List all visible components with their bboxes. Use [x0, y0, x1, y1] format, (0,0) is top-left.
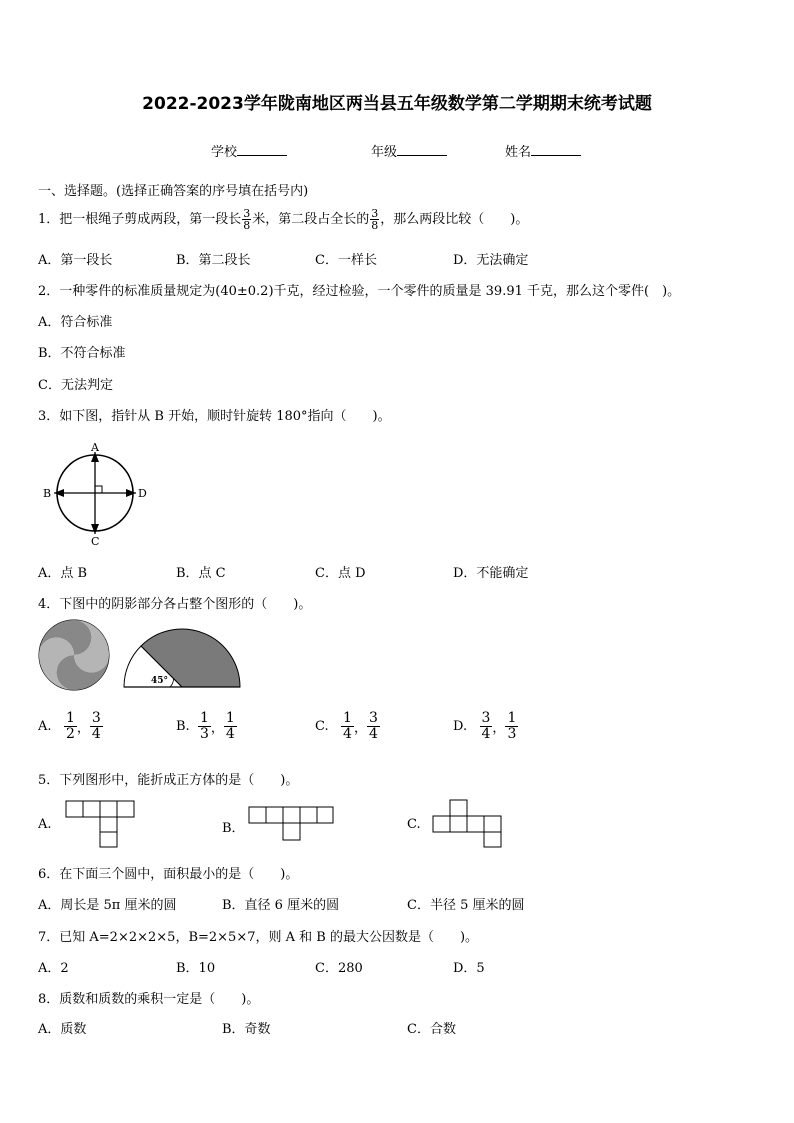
school-blank[interactable]	[237, 143, 287, 156]
q4a-frac-2: $\frac{3}{4}$	[91, 710, 101, 742]
question-7: 7．已知 A=2×2×2×5，B=2×5×7，则 A 和 B 的最大公因数是（ )。	[38, 930, 479, 945]
q4c-frac-1: $\frac{1}{4}$	[343, 710, 352, 742]
question-1	[38, 205, 528, 235]
grade-label: 年级	[371, 145, 398, 160]
label-d: D	[138, 487, 147, 500]
semicircle-figure	[124, 629, 240, 687]
name-field[interactable]	[505, 141, 581, 160]
q3-option-d[interactable]: D．不能确定	[453, 566, 529, 581]
q4c-frac-2: $\frac{3}{4}$	[368, 710, 378, 742]
label-a: A	[91, 441, 99, 454]
q3-option-c[interactable]: C．点 D	[315, 566, 366, 581]
question-3: 3．如下图，指针从 B 开始，顺时针旋转 180°指向（ )。	[38, 409, 391, 424]
school-label: 学校	[211, 145, 238, 160]
q1-fraction-2: $\frac{3}{8}$	[371, 207, 379, 232]
q4d-frac-2: $\frac{1}{3}$	[507, 710, 517, 742]
q2-option-a[interactable]: A．符合标准	[38, 315, 113, 330]
q3-option-b[interactable]: B．点 C	[176, 566, 226, 581]
q7-option-a[interactable]: A．2	[38, 961, 69, 976]
q6-option-c[interactable]: C．半径 5 厘米的圆	[407, 898, 525, 913]
question-2: 2．一种零件的标准质量规定为(40±0.2)千克，经过检验，一个零件的质量是 39.91 千克，那么这个零件( )。	[38, 284, 681, 299]
question-6: 6．在下面三个圆中，面积最小的是（ )。	[38, 867, 299, 882]
grade-blank[interactable]	[397, 143, 447, 156]
cube-net-a	[64, 799, 136, 849]
q4b-frac-2: $\frac{1}{4}$	[225, 710, 235, 742]
question-5: 5．下列图形中，能折成正方体的是（ )。	[38, 773, 299, 788]
q1-pre: 1．把一根绳子剪成两段，第一段长	[38, 212, 242, 227]
q4-option-b[interactable]: B. $\frac{1}{3}$ ， $\frac{1}{4}$	[176, 710, 235, 742]
shaded-figures	[38, 618, 248, 696]
q2-option-c[interactable]: C．无法判定	[38, 378, 113, 393]
pinwheel-circle-figure	[39, 620, 109, 690]
section-heading: 一、选择题。(选择正确答案的序号填在括号内)	[38, 184, 309, 199]
q1-mid: 米，第二段占全长的	[252, 212, 370, 227]
q7-option-d[interactable]: D．5	[453, 961, 485, 976]
q1-option-b[interactable]: B．第二段长	[176, 253, 251, 268]
q8-option-b[interactable]: B．奇数	[222, 1022, 271, 1037]
q1-option-d[interactable]: D．无法确定	[453, 253, 529, 268]
page-title: 2022-2023学年陇南地区两当县五年级数学第二学期期末统考试题	[142, 94, 652, 114]
question-4: 4．下图中的阴影部分各占整个图形的（ )。	[38, 597, 312, 612]
question-8: 8．质数和质数的乘积一定是（ )。	[38, 992, 260, 1007]
q5-option-c[interactable]: C.	[407, 817, 421, 832]
school-field[interactable]	[211, 141, 287, 160]
name-blank[interactable]	[531, 143, 581, 156]
q6-option-b[interactable]: B．直径 6 厘米的圆	[222, 898, 340, 913]
q1-post: ，那么两段比较（ )。	[380, 212, 529, 227]
q4-option-c[interactable]: C. $\frac{1}{4}$ ， $\frac{3}{4}$	[315, 710, 378, 742]
q8-option-a[interactable]: A．质数	[38, 1022, 87, 1037]
q6-option-a[interactable]: A．周长是 5π 厘米的圆	[38, 898, 177, 913]
q3-option-a[interactable]: A．点 B	[38, 566, 88, 581]
label-b: B	[43, 487, 52, 500]
q4b-frac-1: $\frac{1}{3}$	[199, 710, 209, 742]
q4-option-d[interactable]: D. $\frac{3}{4}$ ， $\frac{1}{3}$	[453, 710, 517, 742]
compass-figure	[38, 440, 158, 550]
q4d-frac-1: $\frac{3}{4}$	[481, 710, 491, 742]
q5-option-b[interactable]: B．	[222, 821, 245, 836]
q4-option-a[interactable]: A. $\frac{1}{2}$ ， $\frac{3}{4}$	[38, 710, 101, 742]
q1-option-c[interactable]: C．一样长	[315, 253, 377, 268]
grade-field[interactable]	[371, 141, 447, 160]
angle-label: 45°	[151, 676, 169, 686]
cube-net-c	[431, 798, 505, 850]
q1-option-a[interactable]: A．第一段长	[38, 253, 113, 268]
q1-fraction-1: $\frac{3}{8}$	[243, 207, 251, 232]
q5-option-a[interactable]: A.	[38, 817, 52, 832]
label-c: C	[91, 535, 100, 548]
q7-option-c[interactable]: C．280	[315, 961, 363, 976]
q8-option-c[interactable]: C．合数	[407, 1022, 456, 1037]
cube-net-b	[247, 805, 335, 843]
q4a-frac-1: $\frac{1}{2}$	[65, 710, 75, 742]
q2-option-b[interactable]: B．不符合标准	[38, 346, 126, 361]
name-label: 姓名	[505, 145, 532, 160]
q7-option-b[interactable]: B．10	[176, 961, 216, 976]
